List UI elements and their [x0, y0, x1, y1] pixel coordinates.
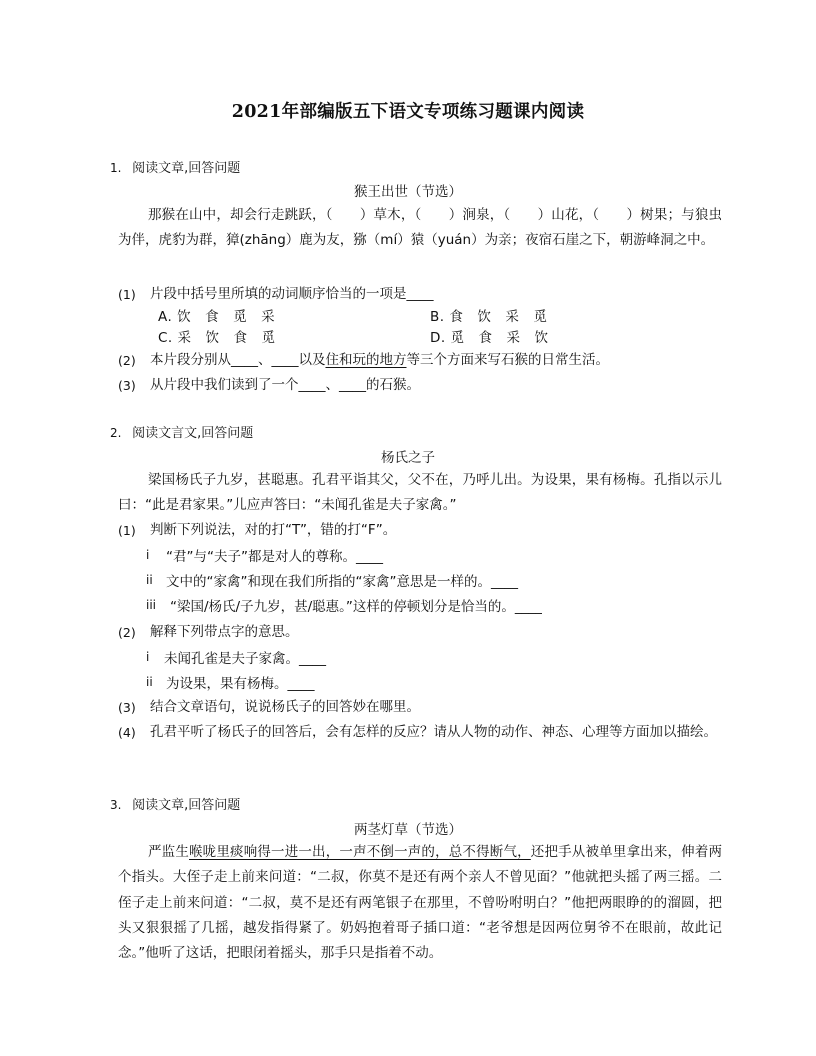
sub-question-text [150, 348, 724, 373]
item-numeral: i [146, 650, 150, 664]
sub-question-text: 片段中括号里所填的动词顺序恰当的一项是____ [150, 286, 434, 302]
question-instruction: 阅读文言文,回答问题 [132, 426, 254, 441]
option-b: B. 食 饮 采 觅 [430, 309, 548, 325]
passage-title: 猴王出世（节选） [354, 184, 462, 200]
question-instruction: 阅读文章,回答问题 [132, 798, 241, 813]
sub-question-text: 解释下列带点字的意思。 [150, 624, 299, 640]
explain-item-ii: 为设果，果有杨梅。____ [166, 676, 315, 692]
judgement-item-ii: 文中的“家禽”和现在我们所指的“家禽”意思是一样的。____ [166, 574, 518, 590]
item-numeral: ii [146, 675, 153, 689]
judgement-item-iii: “梁国/杨氏/子九岁，甚/聪惠。”这样的停顿划分是恰当的。____ [170, 599, 542, 615]
underlined-phrase: 喉咙里痰响得一进一出，一声不倒一声的，总不得断气， [189, 844, 531, 860]
sub-question-number: (2) [118, 625, 136, 640]
question-number: 2. [110, 426, 122, 440]
sub-question-number: (4) [118, 725, 136, 740]
question-number: 1. [110, 161, 122, 175]
explain-item-i: 未闻孔雀是夫子家禽。____ [164, 651, 326, 667]
underlined-phrase: 住和玩的地方 [325, 352, 407, 368]
sub-question-number: (2) [118, 353, 136, 368]
sub-question-number: (1) [118, 523, 136, 538]
sub-question-1-1 [118, 282, 724, 307]
sub-question-number: (3) [118, 378, 136, 393]
sub-question-2-4 [118, 720, 724, 745]
sub-question-2-3 [118, 695, 724, 720]
passage-text: 那猴在山中，却会行走跳跃，（ ）草木，（ ）涧泉，（ ）山花，（ ）树果；与狼虫为伴，虎豹为群，獐(zhāng）鹿为友，猕（mí）猿（yuán）为亲；夜宿石崖之下，朝游峰洞之中。 [118, 207, 722, 249]
sub-question-1-3 [118, 373, 724, 398]
passage-text: 梁国杨氏子九岁，甚聪惠。孔君平诣其父，父不在，乃呼儿出。为设果，果有杨梅。孔指以示儿曰：“此是君家果。”儿应声答曰：“未闻孔雀是夫子家禽。” [118, 472, 722, 514]
sub-question-text: 孔君平听了杨氏子的回答后，会有怎样的反应？请从人物的动作、神态、心理等方面加以描绘。 [150, 724, 717, 740]
sub-question-number: (1) [118, 287, 136, 302]
sub-question-2-1 [118, 518, 724, 543]
question-1-heading [110, 157, 240, 176]
sub-question-2-2 [118, 620, 724, 645]
text-fragment: 还把手从被单里拿出来，伸着两个指头。大侄子走上前来问道：“二叔，你莫不是还有两个亲人不曾见面？”他就把头摇了两三摇。二侄子走上前来问道：“二叔，莫不是还有两笔银子在那里，不曾吩咐明白？”他把两眼睁的的溜圆，把头又狠狠摇了几摇，越发指得紧了。奶妈抱着哥子插口道：“老爷想是因两位舅爷不在眼前，故此记念。”他听了这话，把眼闭着摇头，那手只是指着不动。 [118, 844, 723, 962]
item-numeral: i [146, 548, 150, 562]
judgement-item-i: “君”与“夫子”都是对人的尊称。____ [166, 549, 383, 565]
page-title: 2021年部编版五下语文专项练习题课内阅读 [231, 102, 585, 122]
sub-question-1-2 [118, 348, 724, 373]
passage-text [118, 840, 722, 966]
item-numeral: iii [146, 598, 157, 612]
sub-question-text: 判断下列说法，对的打“T”，错的打“F”。 [150, 522, 397, 538]
passage-title: 杨氏之子 [381, 450, 435, 466]
sub-question-text: 结合文章语句，说说杨氏子的回答妙在哪里。 [150, 699, 420, 715]
text-fragment: 本片段分别从____、____以及 [150, 352, 326, 368]
option-d: D. 觅 食 采 饮 [430, 330, 549, 346]
option-a: A. 饮 食 觅 采 [158, 309, 276, 325]
question-3-heading [110, 794, 240, 813]
question-instruction: 阅读文章,回答问题 [132, 161, 241, 176]
text-fragment: 严监生 [148, 844, 190, 860]
question-number: 3. [110, 798, 122, 812]
sub-question-number: (3) [118, 700, 136, 715]
sub-question-text: 从片段中我们读到了一个____、____的石猴。 [150, 377, 420, 393]
question-2-heading [110, 422, 253, 441]
option-c: C. 采 饮 食 觅 [158, 330, 276, 346]
passage-title: 两茎灯草（节选） [354, 822, 462, 838]
item-numeral: ii [146, 573, 153, 587]
text-fragment: 等三个方面来写石猴的日常生活。 [406, 352, 609, 368]
